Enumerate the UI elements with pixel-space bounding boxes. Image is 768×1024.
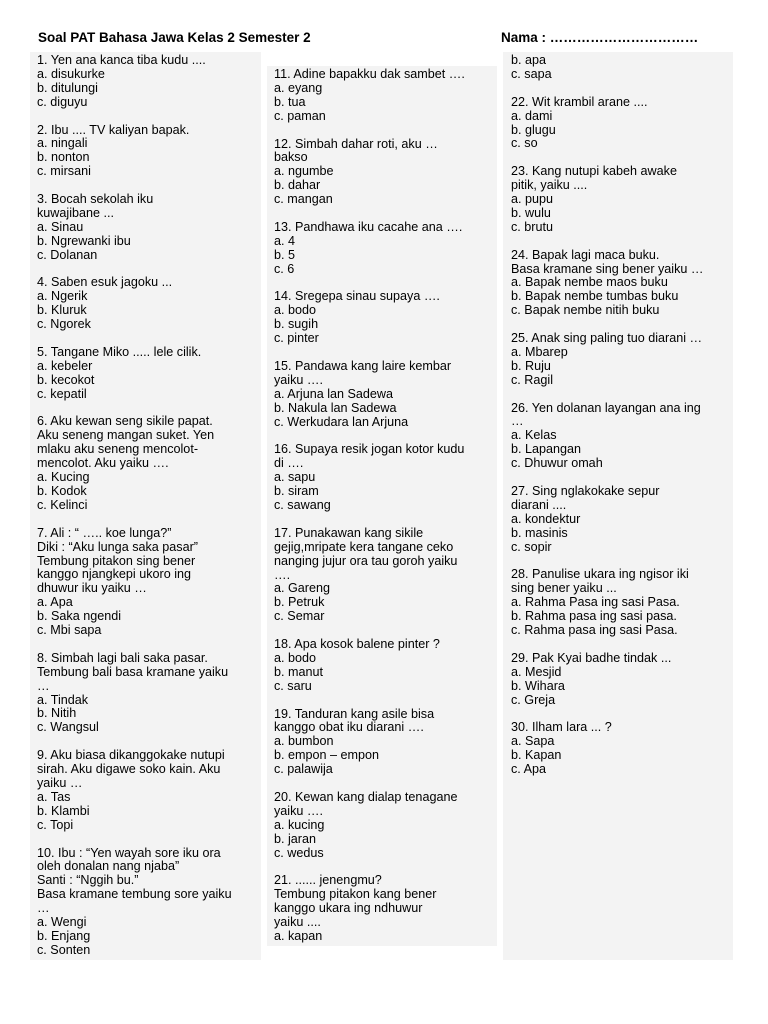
question-text: sirah. Aku digawe soko kain. Aku xyxy=(37,762,221,777)
question-text: 2. Ibu .... TV kaliyan bapak. xyxy=(37,122,190,137)
question-column-3 xyxy=(503,52,733,960)
answer-option: c. Rahma pasa ing sasi Pasa. xyxy=(511,623,678,638)
question-text: 22. Wit krambil arane .... xyxy=(511,94,648,109)
question-text: pitik, yaiku .... xyxy=(511,178,588,193)
answer-option: b. Klambi xyxy=(37,803,90,818)
answer-option: b. Ngrewanki ibu xyxy=(37,233,131,248)
block-spacer xyxy=(511,555,733,569)
question-block xyxy=(511,96,733,152)
answer-option: a. disukurke xyxy=(37,66,105,81)
answer-option: a. bodo xyxy=(274,650,317,665)
question-block xyxy=(511,332,733,388)
question-text: 16. Supaya resik jogan kotor kudu xyxy=(274,442,465,457)
answer-option: b. Saka ngendi xyxy=(37,609,122,624)
question-block xyxy=(37,749,261,832)
question-text: 24. Bapak lagi maca buku. xyxy=(511,247,660,262)
question-text: 5. Tangane Miko ..... lele cilik. xyxy=(37,344,202,359)
answer-option: a. sapu xyxy=(274,470,316,485)
question-text: 28. Panulise ukara ing ngisor iki xyxy=(511,567,689,582)
answer-option: b. Petruk xyxy=(274,595,325,610)
block-spacer xyxy=(274,513,497,527)
answer-option: b. empon – empon xyxy=(274,748,380,763)
page-title: Soal PAT Bahasa Jawa Kelas 2 Semester 2 xyxy=(38,30,311,45)
question-text: mlaku aku seneng mencolot- xyxy=(37,442,199,457)
question-text: 4. Saben esuk jagoku ... xyxy=(37,275,173,290)
question-block xyxy=(511,402,733,472)
question-block xyxy=(37,346,261,402)
answer-option: c. Dhuwur omah xyxy=(511,456,603,471)
answer-option: c. Semar xyxy=(274,609,325,624)
block-spacer xyxy=(511,388,733,402)
answer-option: c. Mbi sapa xyxy=(37,623,102,638)
question-text: 7. Ali : “ ….. koe lunga?” xyxy=(37,525,172,540)
question-block xyxy=(274,527,497,624)
question-text: Basa kramane sing bener yaiku … xyxy=(511,261,704,276)
question-text: 29. Pak Kyai badhe tindak ... xyxy=(511,650,672,665)
answer-option: c. sopir xyxy=(511,539,552,554)
answer-option: a. bumbon xyxy=(274,734,334,749)
question-block xyxy=(37,124,261,180)
question-block xyxy=(37,527,261,638)
answer-option: a. Wengi xyxy=(37,915,87,930)
question-text: kuwajibane ... xyxy=(37,205,115,220)
answer-option: b. Bapak nembe tumbas buku xyxy=(511,289,679,304)
block-spacer xyxy=(37,735,261,749)
answer-option: c. mangan xyxy=(274,192,333,207)
answer-option: b. Wihara xyxy=(511,678,565,693)
block-spacer xyxy=(511,318,733,332)
question-block xyxy=(274,138,497,208)
answer-option: c. brutu xyxy=(511,219,553,234)
question-text: kanggo njangkepi ukoro ing xyxy=(37,567,192,582)
answer-option: b. Rahma pasa ing sasi pasa. xyxy=(511,609,677,624)
answer-option: a. kapan xyxy=(274,929,323,944)
answer-option: b. jaran xyxy=(274,831,317,846)
answer-option: b. glugu xyxy=(511,122,556,137)
block-spacer xyxy=(274,861,497,875)
question-block xyxy=(274,360,497,430)
answer-option: b. Kapan xyxy=(511,748,562,763)
answer-option: a. kebeler xyxy=(37,358,93,373)
answer-option: c. saru xyxy=(274,678,312,693)
question-text: 18. Apa kosok balene pinter ? xyxy=(274,637,440,652)
question-text: 3. Bocah sekolah iku xyxy=(37,192,154,207)
question-block xyxy=(511,485,733,555)
question-text: diarani .... xyxy=(511,497,567,512)
answer-option: c. Dolanan xyxy=(37,247,98,262)
answer-option: b. nonton xyxy=(37,150,90,165)
question-block xyxy=(37,652,261,735)
question-text: 12. Simbah dahar roti, aku … xyxy=(274,136,438,151)
block-spacer xyxy=(37,179,261,193)
answer-option: c. Ragil xyxy=(511,372,553,387)
block-spacer xyxy=(274,346,497,360)
question-text: Tembung pitakon kang bener xyxy=(274,887,437,902)
answer-option: c. mirsani xyxy=(37,164,91,179)
block-spacer xyxy=(37,263,261,277)
block-spacer xyxy=(37,513,261,527)
question-text: Basa kramane tembung sore yaiku xyxy=(37,887,232,902)
question-block xyxy=(274,874,497,944)
answer-option: c. wedus xyxy=(274,845,324,860)
question-text: yaiku .... xyxy=(274,915,321,930)
question-block xyxy=(511,721,733,777)
answer-option: c. Werkudara lan Arjuna xyxy=(274,414,409,429)
question-text: 1. Yen ana kanca tiba kudu .... xyxy=(37,53,206,67)
question-text: Tembung bali basa kramane yaiku xyxy=(37,664,229,679)
question-column-2 xyxy=(267,66,497,946)
block-spacer xyxy=(511,471,733,485)
answer-option: a. kondektur xyxy=(511,511,581,526)
question-text: yaiku …. xyxy=(274,372,323,387)
answer-option: c. kepatil xyxy=(37,386,87,401)
answer-option: b. Ruju xyxy=(511,358,551,373)
question-text: 10. Ibu : “Yen wayah sore iku ora xyxy=(37,845,221,860)
answer-option: a. Sinau xyxy=(37,219,84,234)
question-text: mencolot. Aku yaiku …. xyxy=(37,456,169,471)
block-spacer xyxy=(37,110,261,124)
answer-option: c. paman xyxy=(274,108,326,123)
block-spacer xyxy=(274,430,497,444)
answer-option: a. Mbarep xyxy=(511,344,568,359)
question-text: 17. Punakawan kang sikile xyxy=(274,525,424,540)
answer-option: a. ningali xyxy=(37,136,88,151)
answer-option: a. kucing xyxy=(274,817,325,832)
answer-option: b. manut xyxy=(274,664,324,679)
answer-option: a. Bapak nembe maos buku xyxy=(511,275,668,290)
answer-option: b. sugih xyxy=(274,317,319,332)
question-text: dhuwur iku yaiku … xyxy=(37,581,147,596)
answer-option: b. Nakula lan Sadewa xyxy=(274,400,397,415)
answer-option: a. Rahma Pasa ing sasi Pasa. xyxy=(511,595,680,610)
block-spacer xyxy=(274,207,497,221)
answer-option: a. eyang xyxy=(274,80,323,95)
question-text: kanggo obat iku diarani …. xyxy=(274,720,424,735)
answer-option: c. sapa xyxy=(511,66,552,81)
block-spacer xyxy=(37,833,261,847)
question-text: 27. Sing nglakokake sepur xyxy=(511,484,660,498)
answer-option: b. dahar xyxy=(274,178,321,193)
answer-option: c. Ngorek xyxy=(37,317,91,332)
answer-option: b. masinis xyxy=(511,525,568,540)
question-block xyxy=(37,193,261,263)
question-text: 23. Kang nutupi kabeh awake xyxy=(511,164,677,179)
answer-option: a. dami xyxy=(511,108,553,123)
answer-option: b. wulu xyxy=(511,205,551,220)
answer-option: c. Bapak nembe nitih buku xyxy=(511,303,660,318)
block-spacer xyxy=(511,707,733,721)
question-text: 13. Pandhawa iku cacahe ana …. xyxy=(274,219,463,234)
answer-option: a. Kucing xyxy=(37,470,90,485)
block-spacer xyxy=(511,235,733,249)
question-block xyxy=(511,54,733,82)
question-text: 25. Anak sing paling tuo diarani … xyxy=(511,331,703,346)
question-block xyxy=(37,54,261,110)
answer-option: a. Ngerik xyxy=(37,289,88,304)
question-block xyxy=(511,568,733,638)
question-block xyxy=(274,221,497,277)
block-spacer xyxy=(274,124,497,138)
answer-option: b. ditulungi xyxy=(37,80,98,95)
answer-option: b. kecokot xyxy=(37,372,95,387)
answer-option: b. 5 xyxy=(274,247,296,262)
question-text: bakso xyxy=(274,150,308,165)
question-block xyxy=(274,708,497,778)
answer-option: a. Gareng xyxy=(274,581,331,596)
answer-option: b. Lapangan xyxy=(511,442,582,457)
question-text: 14. Sregepa sinau supaya …. xyxy=(274,289,440,304)
answer-option: b. tua xyxy=(274,94,306,109)
answer-option: a. Mesjid xyxy=(511,664,562,679)
question-block xyxy=(511,652,733,708)
question-text: … xyxy=(511,414,524,429)
question-text: Diki : “Aku lunga saka pasar” xyxy=(37,539,198,554)
answer-option: c. sawang xyxy=(274,498,331,513)
question-block xyxy=(511,165,733,235)
question-text: sing bener yaiku ... xyxy=(511,581,617,596)
answer-option: b. Nitih xyxy=(37,706,77,721)
answer-option: b. Enjang xyxy=(37,928,91,943)
block-spacer xyxy=(37,638,261,652)
question-text: Tembung pitakon sing bener xyxy=(37,553,196,568)
question-text: Aku seneng mangan suket. Yen xyxy=(37,428,215,443)
answer-option: c. Greja xyxy=(511,692,556,707)
block-spacer xyxy=(511,638,733,652)
name-field: Nama : …………………………… xyxy=(501,30,699,45)
block-spacer xyxy=(511,151,733,165)
question-block xyxy=(274,638,497,694)
question-text: yaiku … xyxy=(37,776,83,790)
question-block xyxy=(37,847,261,958)
block-spacer xyxy=(274,277,497,291)
answer-option: b. apa xyxy=(511,53,547,67)
answer-option: a. Sapa xyxy=(511,734,555,749)
question-text: 26. Yen dolanan layangan ana ing xyxy=(511,400,701,415)
answer-option: a. Tas xyxy=(37,789,71,804)
question-text: 9. Aku biasa dikanggokake nutupi xyxy=(37,748,225,763)
answer-option: b. Kluruk xyxy=(37,303,87,318)
question-text: gejig,mripate kera tangane ceko xyxy=(274,539,454,554)
question-block xyxy=(274,791,497,861)
answer-option: b. Kodok xyxy=(37,484,87,499)
answer-option: a. pupu xyxy=(511,192,554,207)
question-column-1 xyxy=(30,52,261,960)
question-block xyxy=(274,68,497,124)
answer-option: a. bodo xyxy=(274,303,317,318)
answer-option: a. Arjuna lan Sadewa xyxy=(274,386,394,401)
question-text: 20. Kewan kang dialap tenagane xyxy=(274,789,458,804)
answer-option: a. Kelas xyxy=(511,428,557,443)
answer-option: c. palawija xyxy=(274,762,333,777)
answer-option: c. 6 xyxy=(274,261,295,276)
answer-option: a. ngumbe xyxy=(274,164,334,179)
answer-option: c. diguyu xyxy=(37,94,88,109)
block-spacer xyxy=(274,694,497,708)
question-text: …. xyxy=(274,567,291,582)
question-block xyxy=(274,290,497,346)
question-block xyxy=(37,276,261,332)
question-text: 15. Pandawa kang laire kembar xyxy=(274,358,452,373)
answer-option: c. so xyxy=(511,136,538,151)
block-spacer xyxy=(274,777,497,791)
question-text: di …. xyxy=(274,456,304,471)
question-text: Santi : “Nggih bu.” xyxy=(37,873,139,888)
block-spacer xyxy=(274,624,497,638)
answer-option: b. siram xyxy=(274,484,319,499)
question-text: 21. ...... jenengmu? xyxy=(274,873,382,888)
block-spacer xyxy=(37,332,261,346)
question-block xyxy=(37,415,261,512)
question-text: nanging jujur ora tau goroh yaiku xyxy=(274,553,458,568)
question-text: yaiku …. xyxy=(274,803,323,818)
answer-option: a. 4 xyxy=(274,233,296,248)
question-text: 19. Tanduran kang asile bisa xyxy=(274,706,435,721)
question-text: 30. Ilham lara ... ? xyxy=(511,720,612,735)
question-text: 11. Adine bapakku dak sambet …. xyxy=(274,67,465,81)
question-text: … xyxy=(37,901,50,916)
question-text: oleh donalan nang njaba” xyxy=(37,859,180,874)
question-text: 8. Simbah lagi bali saka pasar. xyxy=(37,650,208,665)
question-block xyxy=(511,249,733,319)
block-spacer xyxy=(37,402,261,416)
block-spacer xyxy=(511,82,733,96)
answer-option: c. Apa xyxy=(511,762,547,777)
answer-option: c. pinter xyxy=(274,331,319,346)
answer-option: a. Tindak xyxy=(37,692,89,707)
answer-option: c. Wangsul xyxy=(37,720,99,735)
answer-option: a. Apa xyxy=(37,595,73,610)
answer-option: c. Kelinci xyxy=(37,497,88,512)
answer-option: c. Sonten xyxy=(37,942,91,957)
question-text: 6. Aku kewan seng sikile papat. xyxy=(37,414,213,429)
question-block xyxy=(274,443,497,513)
question-text: … xyxy=(37,678,50,693)
answer-option: c. Topi xyxy=(37,817,74,832)
question-text: kanggo ukara ing ndhuwur xyxy=(274,901,423,916)
